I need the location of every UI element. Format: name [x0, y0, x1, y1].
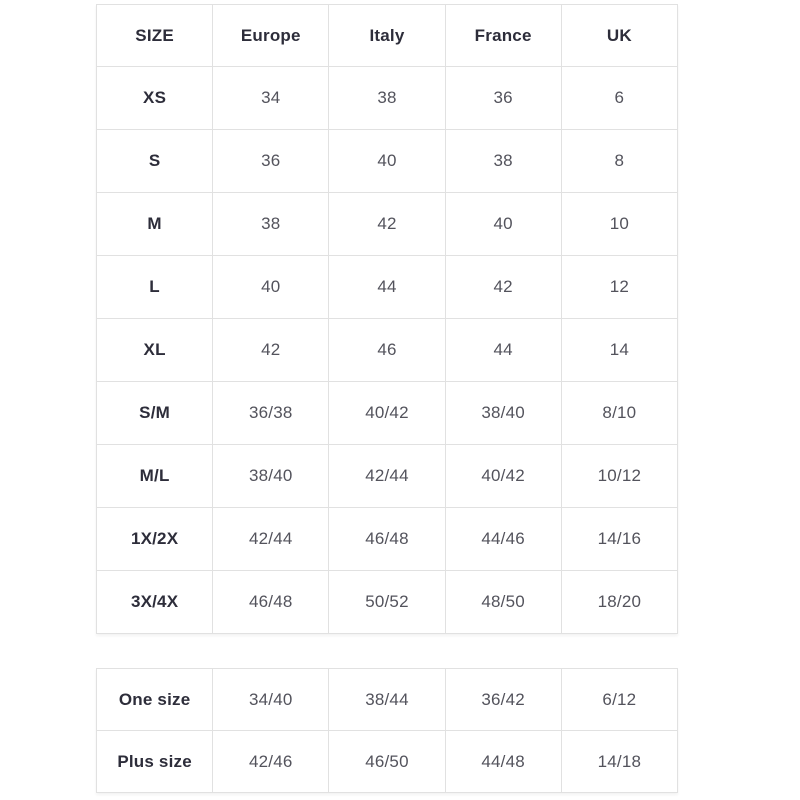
size-value-cell: 50/52	[329, 571, 445, 634]
table-row-s	[97, 130, 678, 193]
size-value-cell: 38/40	[445, 382, 561, 445]
size-value-cell: 14/18	[561, 731, 677, 793]
column-header-europe: Europe	[213, 5, 329, 67]
size-value-cell: 6/12	[561, 669, 677, 731]
table-row-s-m	[97, 382, 678, 445]
column-header-size: SIZE	[97, 5, 213, 67]
size-value-cell: 46/48	[329, 508, 445, 571]
size-label-cell: S	[97, 130, 213, 193]
table-row-plus-size	[97, 731, 678, 793]
size-label-cell: Plus size	[97, 731, 213, 793]
size-label-cell: L	[97, 256, 213, 319]
size-value-cell: 18/20	[561, 571, 677, 634]
size-value-cell: 10	[561, 193, 677, 256]
size-value-cell: 14/16	[561, 508, 677, 571]
size-value-cell: 34/40	[213, 669, 329, 731]
size-value-cell: 40/42	[329, 382, 445, 445]
size-value-cell: 44	[445, 319, 561, 382]
size-label-cell: One size	[97, 669, 213, 731]
size-value-cell: 48/50	[445, 571, 561, 634]
size-label-cell: 3X/4X	[97, 571, 213, 634]
size-value-cell: 42/44	[213, 508, 329, 571]
size-value-cell: 12	[561, 256, 677, 319]
size-value-cell: 44/48	[445, 731, 561, 793]
special-sizes-table	[96, 668, 678, 793]
table-row-m-l	[97, 445, 678, 508]
size-label-cell: M/L	[97, 445, 213, 508]
size-value-cell: 8/10	[561, 382, 677, 445]
size-value-cell: 36	[445, 67, 561, 130]
size-value-cell: 6	[561, 67, 677, 130]
table-row-xs	[97, 67, 678, 130]
size-label-cell: S/M	[97, 382, 213, 445]
size-value-cell: 38	[329, 67, 445, 130]
size-value-cell: 46	[329, 319, 445, 382]
size-conversion-table-header	[97, 5, 678, 67]
table-row-xl	[97, 319, 678, 382]
size-value-cell: 44/46	[445, 508, 561, 571]
size-value-cell: 44	[329, 256, 445, 319]
size-value-cell: 36/42	[445, 669, 561, 731]
size-label-cell: M	[97, 193, 213, 256]
size-value-cell: 42/44	[329, 445, 445, 508]
size-value-cell: 8	[561, 130, 677, 193]
table-row-m	[97, 193, 678, 256]
column-header-uk: UK	[561, 5, 677, 67]
size-conversion-table-body	[97, 67, 678, 634]
size-value-cell: 38/44	[329, 669, 445, 731]
size-value-cell: 46/50	[329, 731, 445, 793]
table-row-1x-2x	[97, 508, 678, 571]
table-row-3x-4x	[97, 571, 678, 634]
size-value-cell: 14	[561, 319, 677, 382]
table-row-one-size	[97, 669, 678, 731]
size-value-cell: 40	[329, 130, 445, 193]
size-value-cell: 36	[213, 130, 329, 193]
size-value-cell: 38/40	[213, 445, 329, 508]
size-value-cell: 42	[213, 319, 329, 382]
size-value-cell: 46/48	[213, 571, 329, 634]
column-header-france: France	[445, 5, 561, 67]
size-value-cell: 38	[445, 130, 561, 193]
size-conversion-table	[96, 4, 678, 634]
size-value-cell: 42	[445, 256, 561, 319]
size-value-cell: 40/42	[445, 445, 561, 508]
size-value-cell: 42/46	[213, 731, 329, 793]
size-label-cell: XS	[97, 67, 213, 130]
size-value-cell: 42	[329, 193, 445, 256]
size-value-cell: 40	[445, 193, 561, 256]
special-sizes-table-body	[97, 669, 678, 793]
size-value-cell: 34	[213, 67, 329, 130]
size-label-cell: 1X/2X	[97, 508, 213, 571]
size-value-cell: 36/38	[213, 382, 329, 445]
column-header-italy: Italy	[329, 5, 445, 67]
table-row-l	[97, 256, 678, 319]
size-label-cell: XL	[97, 319, 213, 382]
header-row	[97, 5, 678, 67]
size-value-cell: 38	[213, 193, 329, 256]
size-value-cell: 10/12	[561, 445, 677, 508]
size-value-cell: 40	[213, 256, 329, 319]
